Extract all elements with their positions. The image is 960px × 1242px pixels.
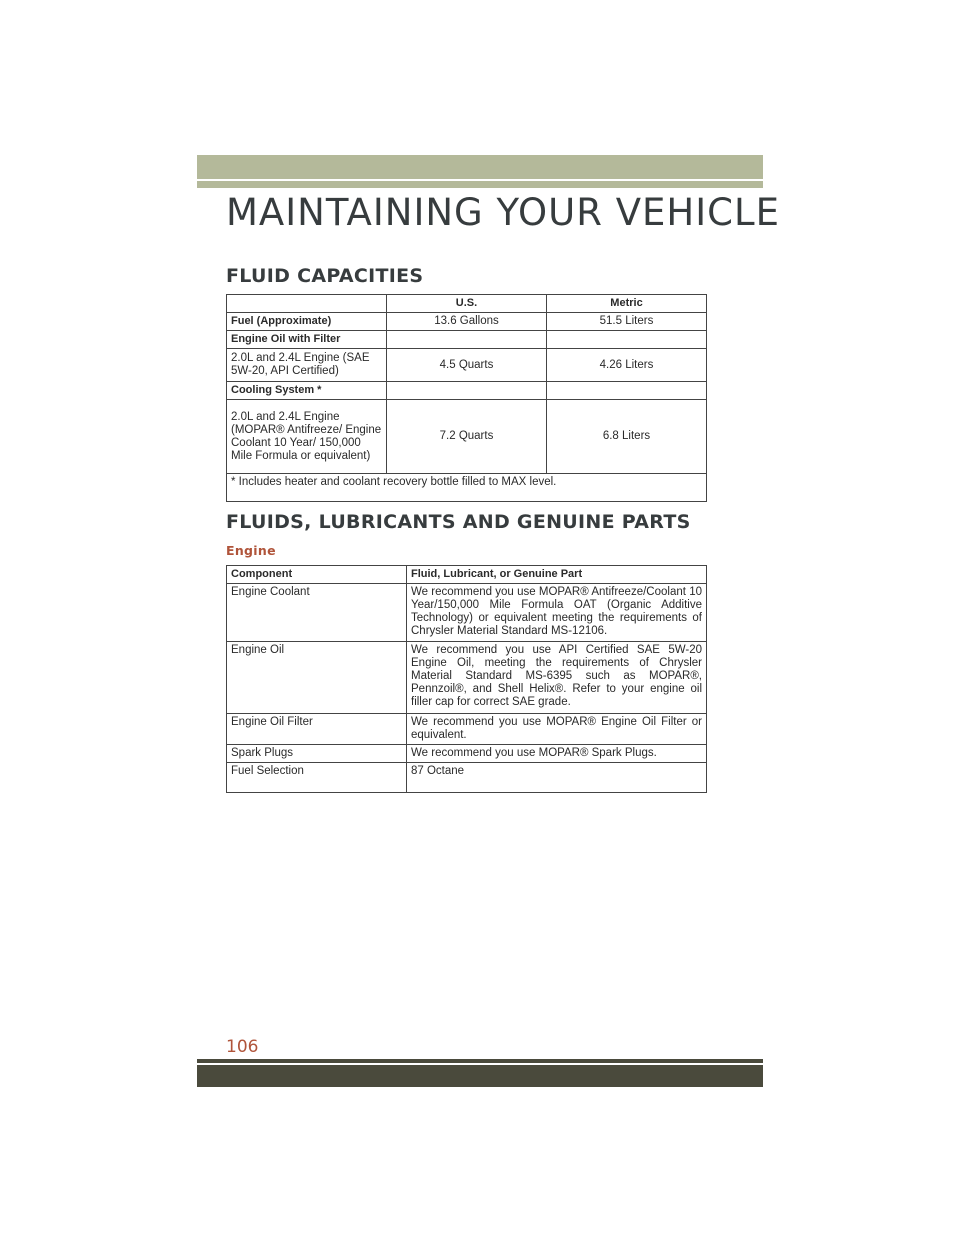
page-number: 106 <box>226 1037 259 1057</box>
us-value: 7.2 Quarts <box>387 400 547 474</box>
header-rule <box>197 181 763 188</box>
table-row <box>227 331 707 349</box>
component-cell: Engine Coolant <box>227 584 407 642</box>
engine-fluids-table <box>226 565 707 793</box>
table-row <box>227 400 707 474</box>
table-row <box>227 745 707 763</box>
fluid-capacities-table <box>226 294 707 502</box>
fluid-cell: 87 Octane <box>407 763 707 793</box>
engine-subheading: Engine <box>226 543 276 558</box>
column-header-metric: Metric <box>547 295 707 313</box>
table-row <box>227 584 707 642</box>
column-header-fluid: Fluid, Lubricant, or Genuine Part <box>407 566 707 584</box>
metric-value: 4.26 Liters <box>547 349 707 382</box>
fluid-cell: We recommend you use MOPAR® Engine Oil Filter or equivalent. <box>407 714 707 745</box>
table-row <box>227 642 707 714</box>
empty-header-cell <box>227 295 387 313</box>
fluid-cell: We recommend you use API Certified SAE 5W-20 Engine Oil, meeting the requirements of Chrysler Material Standard MS-6395 such as MOPAR®, Pennzoil®, and Shell Helix®. Refer to your engine oil filler cap for correct SAE grade. <box>407 642 707 714</box>
footnote: * Includes heater and coolant recovery bottle filled to MAX level. <box>227 474 707 502</box>
metric-value: 6.8 Liters <box>547 400 707 474</box>
fluid-capacities-heading: FLUID CAPACITIES <box>226 265 424 287</box>
us-value <box>387 331 547 349</box>
footer-rule <box>197 1059 763 1063</box>
component-cell: Fuel Selection <box>227 763 407 793</box>
metric-value <box>547 382 707 400</box>
row-label: Fuel (Approximate) <box>227 313 387 331</box>
component-cell: Engine Oil Filter <box>227 714 407 745</box>
table-row <box>227 714 707 745</box>
metric-value <box>547 331 707 349</box>
row-label: Cooling System * <box>227 382 387 400</box>
row-label: 2.0L and 2.4L Engine (MOPAR® Antifreeze/ Engine Coolant 10 Year/ 150,000 Mile Formula or equivalent) <box>227 400 387 474</box>
us-value: 13.6 Gallons <box>387 313 547 331</box>
footer-band <box>197 1065 763 1087</box>
header-band <box>197 155 763 179</box>
table-row <box>227 382 707 400</box>
us-value: 4.5 Quarts <box>387 349 547 382</box>
footnote-row <box>227 474 707 502</box>
table-header-row <box>227 295 707 313</box>
component-cell: Spark Plugs <box>227 745 407 763</box>
table-row <box>227 763 707 793</box>
component-cell: Engine Oil <box>227 642 407 714</box>
fluid-cell: We recommend you use MOPAR® Antifreeze/Coolant 10 Year/150,000 Mile Formula OAT (Organic Additive Technology) or equivalent meeting the requirements of Chrysler Material Standard MS-12106. <box>407 584 707 642</box>
column-header-component: Component <box>227 566 407 584</box>
row-label: Engine Oil with Filter <box>227 331 387 349</box>
page-title: MAINTAINING YOUR VEHICLE <box>226 191 780 234</box>
metric-value: 51.5 Liters <box>547 313 707 331</box>
fluids-lubricants-heading: FLUIDS, LUBRICANTS AND GENUINE PARTS <box>226 511 691 533</box>
table-row <box>227 313 707 331</box>
us-value <box>387 382 547 400</box>
row-label: 2.0L and 2.4L Engine (SAE 5W-20, API Certified) <box>227 349 387 382</box>
table-header-row <box>227 566 707 584</box>
column-header-us: U.S. <box>387 295 547 313</box>
fluid-cell: We recommend you use MOPAR® Spark Plugs. <box>407 745 707 763</box>
table-row <box>227 349 707 382</box>
